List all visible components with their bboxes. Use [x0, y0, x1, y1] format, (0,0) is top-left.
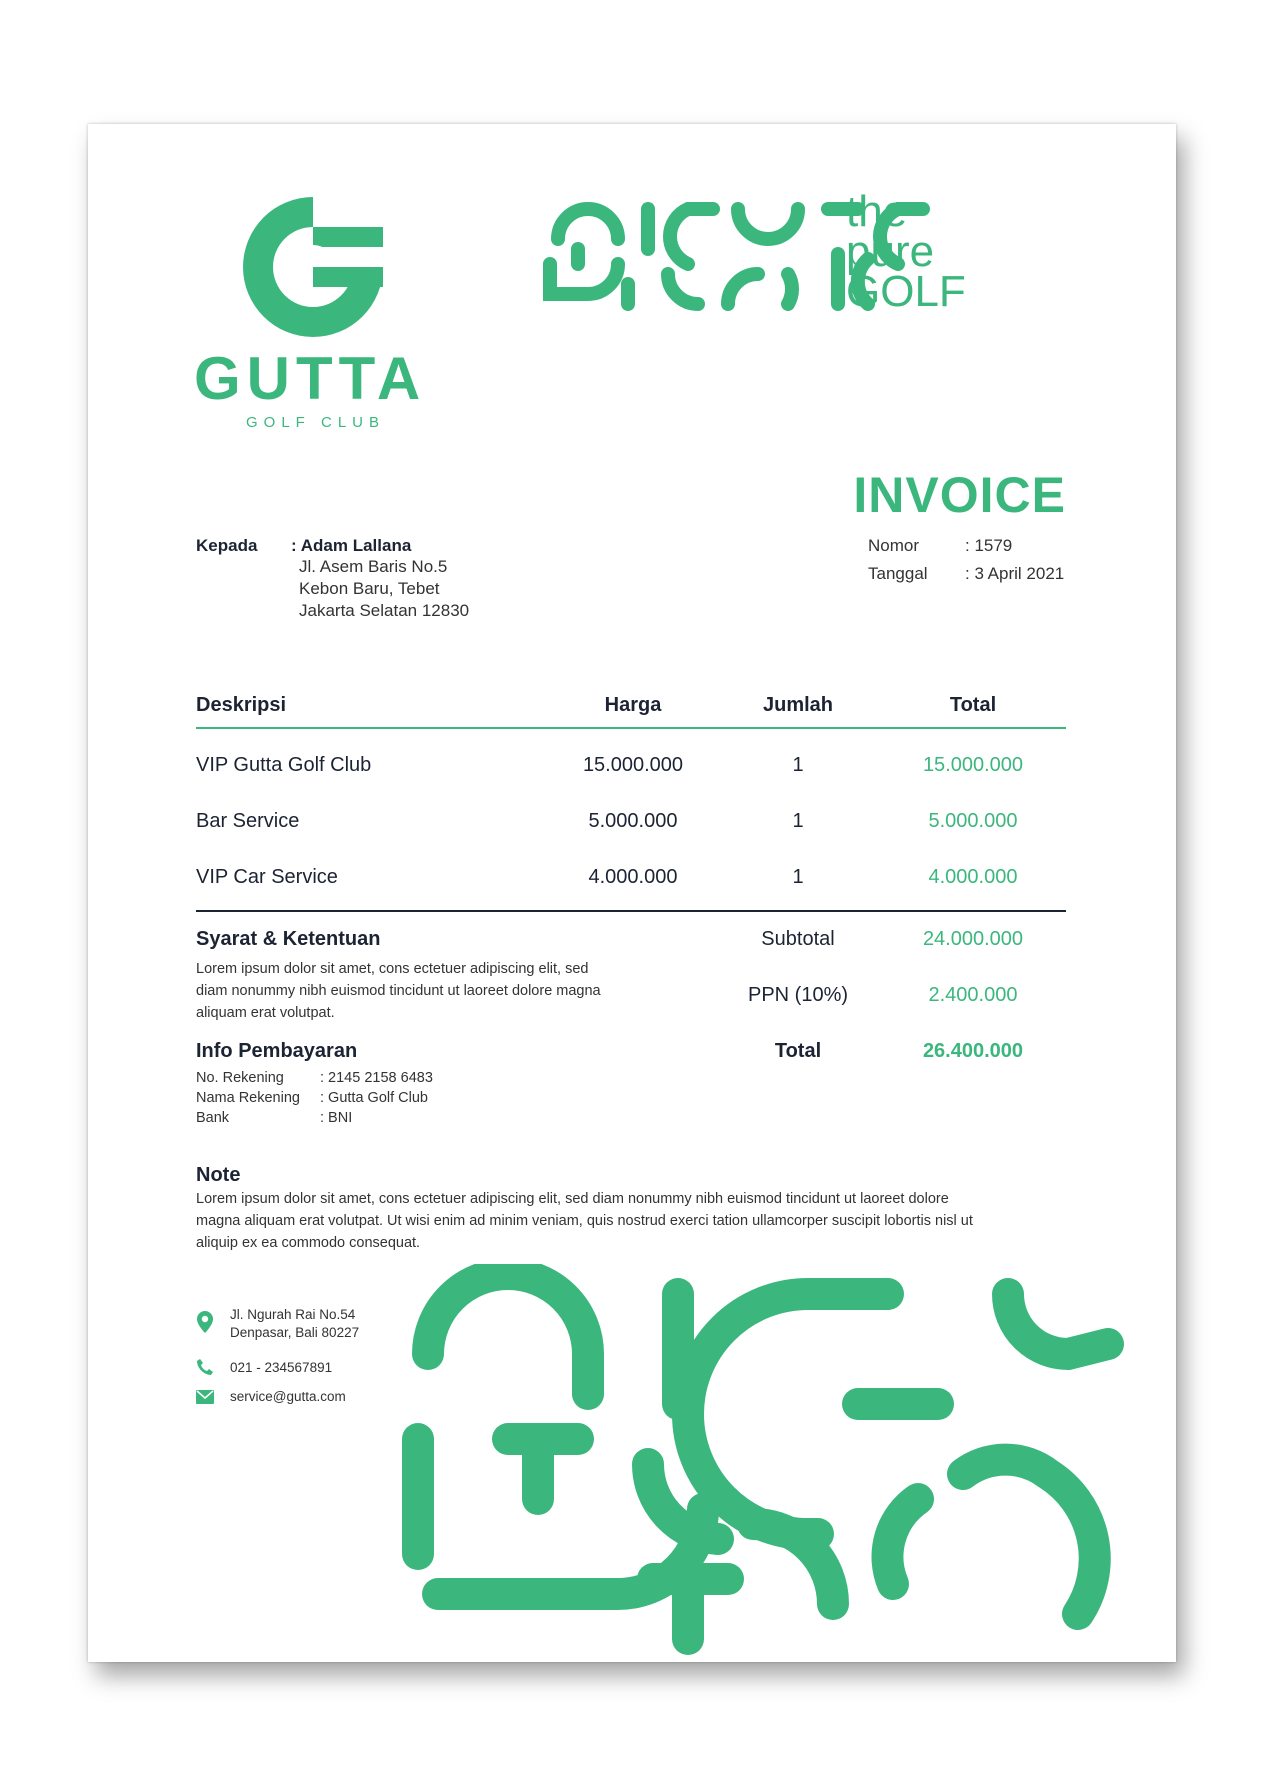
bill-to-name: : Adam Lallana [291, 536, 412, 555]
row-1-total: 15.000.000 [922, 754, 1024, 776]
subtotal-value: 24.000.000 [922, 928, 1024, 950]
email-icon [196, 1390, 214, 1404]
invoice-date-value: : 3 April 2021 [965, 564, 1065, 583]
invoice-sheet [88, 124, 1176, 1662]
row-3-price: 4.000.000 [588, 866, 678, 888]
address-line: Jl. Asem Baris No.5 [299, 557, 448, 576]
contact-address [230, 1306, 359, 1342]
phone-icon [196, 1358, 214, 1376]
payment-title: Info Pembayaran [196, 1040, 358, 1062]
column-header-description: Deskripsi [196, 694, 287, 716]
contact-email: service@gutta.com [230, 1389, 346, 1404]
row-2-quantity: 1 [792, 810, 804, 832]
bank-value: : BNI [320, 1110, 353, 1126]
note-text [196, 1188, 1076, 1254]
decorative-pattern-bottom [388, 1264, 1176, 1662]
terms-line: aliquam erat volutpat. [196, 1005, 335, 1021]
row-3-total: 4.000.000 [928, 866, 1018, 888]
row-1-description: VIP Gutta Golf Club [196, 754, 372, 776]
header-divider [196, 727, 1066, 729]
tagline [846, 187, 966, 316]
row-2-total: 5.000.000 [928, 810, 1018, 832]
row-2-price: 5.000.000 [588, 810, 678, 832]
table-bottom-divider [196, 910, 1066, 912]
row-3-quantity: 1 [792, 866, 804, 888]
tax-label: PPN (10%) [747, 984, 849, 1006]
column-header-quantity: Jumlah [762, 694, 834, 716]
row-1-quantity: 1 [792, 754, 804, 776]
account-number-label: No. Rekening [196, 1070, 284, 1086]
address-line: Kebon Baru, Tebet [299, 579, 440, 598]
tagline-line-1: the [846, 187, 908, 236]
account-number-value: : 2145 2158 6483 [320, 1070, 433, 1086]
terms-text [196, 958, 676, 1024]
location-pin-icon [196, 1310, 214, 1334]
invoice-title: INVOICE [853, 467, 1066, 523]
total-value: 26.400.000 [922, 1040, 1024, 1062]
row-1-price: 15.000.000 [582, 754, 684, 776]
contact-address-line: Denpasar, Bali 80227 [230, 1325, 360, 1340]
row-2-description: Bar Service [196, 810, 300, 832]
tax-value: 2.400.000 [928, 984, 1018, 1006]
address-line: Jakarta Selatan 12830 [299, 601, 470, 620]
invoice-date-label: Tanggal [868, 564, 928, 583]
note-line: aliquip ex ea commodo consequat. [196, 1235, 421, 1251]
account-name-value: : Gutta Golf Club [320, 1090, 428, 1106]
note-line: Lorem ipsum dolor sit amet, cons ectetuer adipiscing elit, sed diam nonummy nibh euismod tincidunt ut laoreet dolore [196, 1191, 949, 1207]
gutta-logo-icon [238, 192, 388, 342]
invoice-number-label: Nomor [868, 536, 920, 555]
invoice-number-value: : 1579 [965, 536, 1013, 555]
note-line: magna aliquam erat volutpat. Ut wisi enim ad minim veniam, quis nostrud exerci tation ullamcorper suscipit lobortis nisl ut [196, 1213, 973, 1229]
contact-address-line: Jl. Ngurah Rai No.54 [230, 1307, 356, 1322]
tagline-line-2: pure [846, 227, 935, 276]
brand-subtitle: GOLF CLUB [246, 414, 386, 431]
subtotal-label: Subtotal [761, 928, 835, 950]
terms-title: Syarat & Ketentuan [196, 928, 381, 950]
bank-label: Bank [196, 1110, 230, 1126]
account-name-label: Nama Rekening [196, 1090, 300, 1106]
note-title: Note [196, 1164, 241, 1186]
terms-line: diam nonummy nibh euismod tincidunt ut laoreet dolore magna [196, 983, 601, 999]
bill-to-address [299, 556, 469, 622]
total-label: Total [774, 1040, 822, 1062]
row-3-description: VIP Car Service [196, 866, 338, 888]
column-header-price: Harga [604, 694, 662, 716]
column-header-total: Total [949, 694, 997, 716]
tagline-line-3: GOLF [846, 267, 966, 316]
bill-to-label: Kepada [196, 536, 258, 555]
contact-phone: 021 - 234567891 [230, 1360, 333, 1375]
terms-line: Lorem ipsum dolor sit amet, cons ectetuer adipiscing elit, sed [196, 961, 589, 977]
brand-name: GUTTA [194, 345, 427, 412]
